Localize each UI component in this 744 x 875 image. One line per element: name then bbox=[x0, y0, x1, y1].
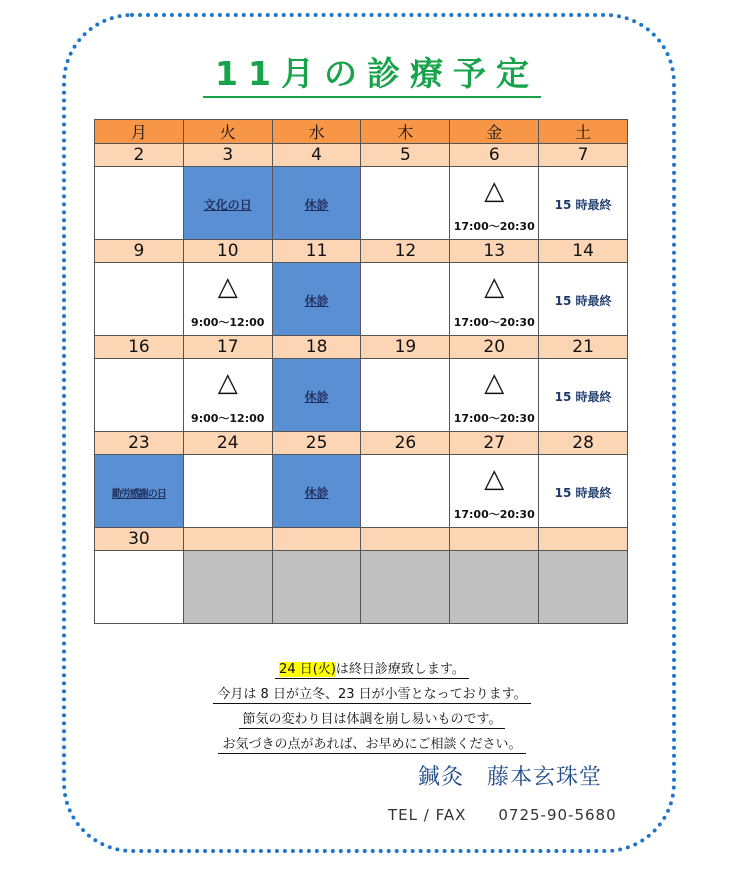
schedule-row bbox=[95, 359, 628, 432]
date-cell: 20 bbox=[450, 336, 539, 359]
closed-day-label: 文化の日 bbox=[203, 197, 252, 212]
partial-hours-cell bbox=[183, 263, 272, 336]
note-line-2: 今月は 8 日が立冬、23 日が小雪となっております。 bbox=[213, 686, 530, 704]
hours-text: 9:00～12:00 bbox=[191, 316, 265, 329]
date-row bbox=[95, 336, 628, 359]
partial-hours-cell bbox=[450, 167, 539, 240]
last-reception-label: 15 時最終 bbox=[554, 197, 612, 212]
note-line-1 bbox=[275, 661, 469, 679]
date-cell: 28 bbox=[539, 432, 628, 455]
date-row bbox=[95, 528, 628, 551]
empty-cell bbox=[361, 263, 450, 336]
date-row bbox=[95, 240, 628, 263]
empty-cell bbox=[361, 167, 450, 240]
triangle-icon: △ bbox=[217, 368, 238, 398]
date-cell: 5 bbox=[361, 144, 450, 167]
partial-hours-cell bbox=[450, 455, 539, 528]
schedule-row bbox=[95, 455, 628, 528]
empty-cell bbox=[95, 263, 184, 336]
page-title: 11月の診療予定 bbox=[203, 48, 541, 98]
date-cell: 9 bbox=[95, 240, 184, 263]
weekday-header-row bbox=[95, 120, 628, 144]
last-reception-cell bbox=[539, 359, 628, 432]
weekday-wed: 水 bbox=[272, 120, 361, 144]
outside-month-cell bbox=[361, 551, 450, 624]
closed-day-label: 勤労感謝の日 bbox=[111, 488, 166, 500]
outside-month-cell bbox=[450, 551, 539, 624]
date-cell bbox=[361, 528, 450, 551]
note-highlight: 24 日(火) bbox=[279, 662, 336, 677]
hours-text: 17:00～20:30 bbox=[453, 412, 535, 425]
note-line-1-text: は終日診療致します。 bbox=[335, 662, 465, 677]
outside-month-cell bbox=[183, 551, 272, 624]
title-block bbox=[0, 48, 744, 98]
closed-day-cell bbox=[183, 167, 272, 240]
empty-cell bbox=[95, 551, 184, 624]
hours-text: 17:00～20:30 bbox=[453, 220, 535, 233]
schedule-row bbox=[95, 263, 628, 336]
triangle-icon: △ bbox=[217, 272, 238, 302]
closed-day-label: 休診 bbox=[304, 197, 329, 212]
hours-text: 17:00～20:30 bbox=[453, 508, 535, 521]
closed-day-cell bbox=[272, 359, 361, 432]
closed-day-cell bbox=[272, 263, 361, 336]
empty-cell bbox=[95, 359, 184, 432]
empty-cell bbox=[95, 167, 184, 240]
schedule-calendar bbox=[94, 119, 628, 624]
date-cell: 2 bbox=[95, 144, 184, 167]
partial-hours-cell bbox=[450, 263, 539, 336]
weekday-mon: 月 bbox=[95, 120, 184, 144]
date-cell: 30 bbox=[95, 528, 184, 551]
date-cell: 14 bbox=[539, 240, 628, 263]
date-cell: 4 bbox=[272, 144, 361, 167]
date-cell: 21 bbox=[539, 336, 628, 359]
date-cell: 19 bbox=[361, 336, 450, 359]
schedule-row bbox=[95, 551, 628, 624]
date-cell: 23 bbox=[95, 432, 184, 455]
triangle-icon: △ bbox=[484, 368, 505, 398]
date-cell bbox=[539, 528, 628, 551]
date-cell: 3 bbox=[183, 144, 272, 167]
empty-cell bbox=[361, 455, 450, 528]
hours-text: 9:00～12:00 bbox=[191, 412, 265, 425]
closed-day-label: 休診 bbox=[304, 389, 329, 404]
last-reception-label: 15 時最終 bbox=[554, 293, 612, 308]
note-line-4: お気づきの点があれば、お早めにご相談ください。 bbox=[218, 736, 525, 754]
closed-day-cell bbox=[95, 455, 184, 528]
date-cell: 11 bbox=[272, 240, 361, 263]
closed-day-cell bbox=[272, 455, 361, 528]
note-line-3: 節気の変わり目は体調を崩し易いものです。 bbox=[239, 711, 506, 729]
closed-day-cell bbox=[272, 167, 361, 240]
last-reception-label: 15 時最終 bbox=[554, 485, 612, 500]
date-cell: 10 bbox=[183, 240, 272, 263]
last-reception-label: 15 時最終 bbox=[554, 389, 612, 404]
triangle-icon: △ bbox=[484, 272, 505, 302]
date-cell: 18 bbox=[272, 336, 361, 359]
partial-hours-cell bbox=[450, 359, 539, 432]
date-cell: 17 bbox=[183, 336, 272, 359]
date-cell bbox=[450, 528, 539, 551]
hours-text: 17:00～20:30 bbox=[453, 316, 535, 329]
date-cell: 16 bbox=[95, 336, 184, 359]
weekday-fri: 金 bbox=[450, 120, 539, 144]
last-reception-cell bbox=[539, 455, 628, 528]
closed-day-label: 休診 bbox=[304, 485, 329, 500]
date-cell: 12 bbox=[361, 240, 450, 263]
date-cell: 25 bbox=[272, 432, 361, 455]
empty-cell bbox=[361, 359, 450, 432]
partial-hours-cell bbox=[183, 359, 272, 432]
last-reception-cell bbox=[539, 263, 628, 336]
schedule-row bbox=[95, 167, 628, 240]
date-cell: 7 bbox=[539, 144, 628, 167]
date-cell: 24 bbox=[183, 432, 272, 455]
triangle-icon: △ bbox=[484, 464, 505, 494]
clinic-name: 鍼灸 藤本玄珠堂 bbox=[418, 765, 603, 790]
triangle-icon: △ bbox=[484, 176, 505, 206]
weekday-tue: 火 bbox=[183, 120, 272, 144]
outside-month-cell bbox=[272, 551, 361, 624]
date-cell bbox=[183, 528, 272, 551]
date-cell: 13 bbox=[450, 240, 539, 263]
weekday-sat: 土 bbox=[539, 120, 628, 144]
closed-day-label: 休診 bbox=[304, 293, 329, 308]
date-cell: 27 bbox=[450, 432, 539, 455]
contact-phone: TEL / FAX 0725-90-5680 bbox=[388, 806, 617, 824]
outside-month-cell bbox=[539, 551, 628, 624]
weekday-thu: 木 bbox=[361, 120, 450, 144]
date-cell bbox=[272, 528, 361, 551]
date-row bbox=[95, 144, 628, 167]
date-row bbox=[95, 432, 628, 455]
last-reception-cell bbox=[539, 167, 628, 240]
date-cell: 26 bbox=[361, 432, 450, 455]
notes-block bbox=[0, 658, 744, 758]
empty-cell bbox=[183, 455, 272, 528]
date-cell: 6 bbox=[450, 144, 539, 167]
